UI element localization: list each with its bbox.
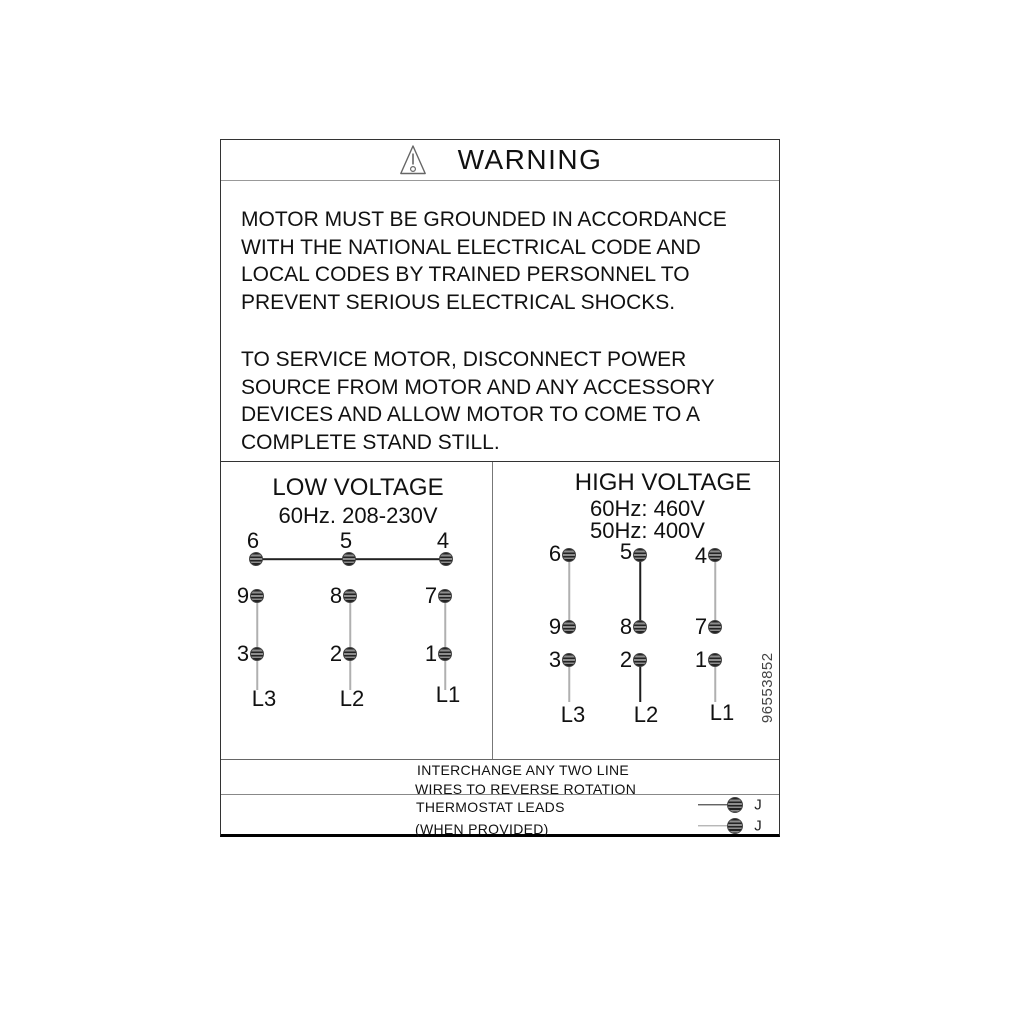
terminal-dot-6 [562,548,576,562]
high-voltage-diagram [493,462,779,759]
warning-line: LOCAL CODES BY TRAINED PERSONNEL TO [241,263,690,286]
terminal-number: 9 [548,614,562,639]
terminal-number: 6 [246,528,260,553]
warning-label [220,139,780,837]
terminal-dot-2 [343,647,357,661]
wire-9-3-L3 [256,596,258,690]
wire-7-1-L1 [444,596,446,690]
terminal-number: 6 [548,541,562,566]
warning-line: DEVICES AND ALLOW MOTOR TO COME TO A [241,403,701,426]
terminal-dot-8 [343,589,357,603]
terminal-dot-5 [633,548,647,562]
high-voltage-subtitle-50: 50Hz: 400V [590,518,705,543]
warning-line: COMPLETE STAND STILL. [241,430,500,454]
line-label: L3 [560,702,586,727]
terminal-number: 7 [424,583,438,608]
thermostat-lead-wire-1 [698,804,730,805]
terminal-dot-3 [250,647,264,661]
terminal-dot-8 [633,620,647,634]
terminal-number: 7 [694,614,708,639]
line-label: L2 [633,702,659,727]
low-voltage-title: LOW VOLTAGE [272,474,444,501]
part-number: 96553852 [759,652,776,724]
terminal-dot-1 [708,653,722,667]
wire-4-7 [714,555,716,627]
warning-line: WITH THE NATIONAL ELECTRICAL CODE AND [241,235,701,259]
rotation-note-line-1: INTERCHANGE ANY TWO LINE [417,762,630,778]
warning-title: WARNING [457,144,603,175]
terminal-number: 5 [339,528,353,553]
terminal-number: 2 [619,647,633,672]
warning-line: SOURCE FROM MOTOR AND ANY ACCESSORY [241,375,715,399]
low-voltage-subtitle: 60Hz. 208-230V [278,503,438,528]
high-voltage-subtitle-60: 60Hz: 460V [590,496,705,521]
high-voltage-title: HIGH VOLTAGE [574,469,752,496]
terminal-dot-7 [708,620,722,634]
terminal-number: 8 [329,583,343,608]
rotation-note [221,759,779,795]
terminal-dot-7 [438,589,452,603]
terminal-number: 3 [236,641,250,666]
line-label: L2 [339,686,365,711]
terminal-number: 1 [424,641,438,666]
terminal-dot-2 [633,653,647,667]
warning-triangle-icon [398,143,428,177]
terminal-dot-1 [438,647,452,661]
thermostat-note-line-1: THERMOSTAT LEADS [416,799,565,815]
wiring-diagrams [221,461,779,760]
terminal-number: 4 [694,543,708,568]
terminal-dot-6 [249,552,263,566]
rotation-note-line-2: WIRES TO REVERSE ROTATION [415,781,637,797]
line-label: L1 [709,700,735,725]
terminal-number: 8 [619,614,633,639]
warning-paragraph-1 [241,206,761,316]
warning-line: MOTOR MUST BE GROUNDED IN ACCORDANCE [241,208,727,231]
lead-label-j-1: J [754,796,762,814]
thermostat-lead-terminal-2 [727,818,743,834]
line-label: L1 [435,682,461,707]
wire-5-8 [639,555,641,627]
terminal-dot-9 [250,589,264,603]
lead-label-j-2: J [754,817,762,835]
thermostat-note-line-2: (WHEN PROVIDED) [415,821,549,837]
terminal-dot-9 [562,620,576,634]
warning-header [221,140,779,181]
terminal-number: 9 [236,583,250,608]
terminal-number: 2 [329,641,343,666]
terminal-dot-4 [439,552,453,566]
low-voltage-diagram [221,462,493,759]
terminal-dot-3 [562,653,576,667]
terminal-number: 3 [548,647,562,672]
warning-paragraph-2 [241,346,761,456]
thermostat-lead-terminal-1 [727,797,743,813]
warning-line: PREVENT SERIOUS ELECTRICAL SHOCKS. [241,290,676,314]
terminal-number: 5 [619,539,633,564]
warning-body [241,206,761,456]
thermostat-note [221,795,779,837]
terminal-dot-5 [342,552,356,566]
wire-8-2-L2 [349,596,351,690]
terminal-number: 1 [694,647,708,672]
terminal-dot-4 [708,548,722,562]
wire-6-9 [568,555,570,627]
thermostat-lead-wire-2 [698,825,730,826]
terminal-number: 4 [436,528,450,553]
line-label: L3 [251,686,277,711]
warning-line: TO SERVICE MOTOR, DISCONNECT POWER [241,348,687,371]
